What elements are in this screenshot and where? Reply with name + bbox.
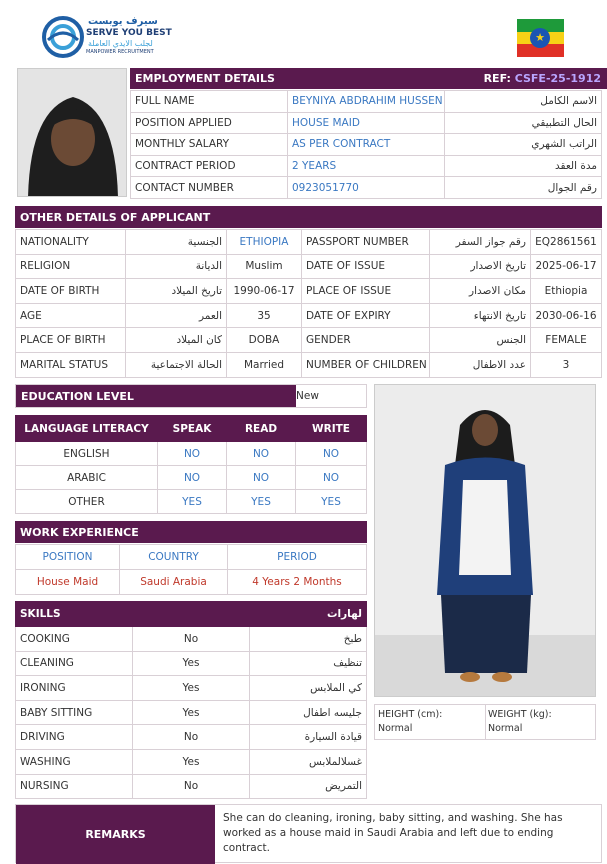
- work-header-position: POSITION: [16, 545, 120, 570]
- language-header-cell: SPEAK: [158, 416, 227, 442]
- skills-header-spacer: [133, 602, 250, 627]
- other-details-table: [15, 229, 602, 378]
- employment-arabic-label: الاسم الكامل: [445, 91, 602, 113]
- skills-header-row: [16, 602, 367, 627]
- employment-value: AS PER CONTRACT: [288, 134, 445, 156]
- detail-value: Muslim: [227, 254, 302, 279]
- detail-label: NATIONALITY: [16, 230, 126, 255]
- language-name: OTHER: [16, 490, 158, 514]
- detail-arabic-label: عدد الاطفال: [430, 352, 531, 377]
- skill-arabic-name: تنظيف: [250, 651, 367, 676]
- employment-row: [131, 177, 602, 199]
- employment-value: BEYNIYA ABDRAHIM HUSSEN: [288, 91, 445, 113]
- work-experience-title: WORK EXPERIENCE: [20, 525, 139, 539]
- applicant-headshot: [17, 68, 127, 197]
- language-speak-value: NO: [158, 442, 227, 466]
- language-row: [16, 466, 367, 490]
- language-read-value: NO: [227, 442, 296, 466]
- detail-label: PASSPORT NUMBER: [302, 230, 430, 255]
- skill-arabic-name: جليسه اطفال: [250, 700, 367, 725]
- language-name: ENGLISH: [16, 442, 158, 466]
- detail-arabic-label: رقم جواز السفر: [430, 230, 531, 255]
- employment-label: MONTHLY SALARY: [131, 134, 288, 156]
- language-header-cell: READ: [227, 416, 296, 442]
- language-speak-value: NO: [158, 466, 227, 490]
- ethiopia-flag-icon: ★: [517, 19, 564, 57]
- language-header-cell: LANGUAGE LITERACY: [16, 416, 158, 442]
- skill-name: WASHING: [16, 749, 133, 774]
- language-write-value: NO: [296, 442, 367, 466]
- language-name: ARABIC: [16, 466, 158, 490]
- skill-row: [16, 651, 367, 676]
- detail-value: Married: [227, 352, 302, 377]
- language-read-value: NO: [227, 466, 296, 490]
- detail-value: DOBA: [227, 328, 302, 353]
- skill-arabic-name: التمريض: [250, 774, 367, 799]
- skill-value: No: [133, 774, 250, 799]
- detail-value: 3: [531, 352, 602, 377]
- detail-label: AGE: [16, 303, 126, 328]
- skill-name: BABY SITTING: [16, 700, 133, 725]
- skill-value: No: [133, 725, 250, 750]
- company-logo: [42, 16, 172, 60]
- employment-row: [131, 112, 602, 134]
- skills-title: SKILLS: [16, 602, 133, 627]
- skill-value: Yes: [133, 651, 250, 676]
- skill-name: CLEANING: [16, 651, 133, 676]
- skill-row: [16, 774, 367, 799]
- detail-arabic-label: مكان الاصدار: [430, 279, 531, 304]
- skill-value: Yes: [133, 749, 250, 774]
- language-row: [16, 442, 367, 466]
- weight-value: Normal: [488, 723, 523, 734]
- detail-value: EQ2861561: [531, 230, 602, 255]
- detail-arabic-label: الجنس: [430, 328, 531, 353]
- language-write-value: YES: [296, 490, 367, 514]
- other-details-row: [16, 230, 602, 255]
- education-value: New: [296, 390, 319, 402]
- detail-arabic-label: كان الميلاد: [126, 328, 227, 353]
- skill-arabic-name: غسلالملابس: [250, 749, 367, 774]
- language-header-cell: WRITE: [296, 416, 367, 442]
- employment-title: EMPLOYMENT DETAILS: [135, 72, 275, 85]
- employment-label: FULL NAME: [131, 91, 288, 113]
- employment-header: [130, 68, 607, 89]
- logo-english: SERVE YOU BEST: [86, 28, 172, 38]
- detail-label: DATE OF BIRTH: [16, 279, 126, 304]
- detail-arabic-label: الحالة الاجتماعية: [126, 352, 227, 377]
- work-country: Saudi Arabia: [120, 570, 228, 595]
- other-details-row: [16, 352, 602, 377]
- detail-arabic-label: تاريخ الاصدار: [430, 254, 531, 279]
- skill-row: [16, 676, 367, 701]
- detail-label: NUMBER OF CHILDREN: [302, 352, 430, 377]
- detail-label: RELIGION: [16, 254, 126, 279]
- logo-sub: MANPOWER RECRUITMENT: [86, 49, 154, 55]
- detail-label: DATE OF ISSUE: [302, 254, 430, 279]
- measurements-box: [374, 704, 596, 740]
- language-write-value: NO: [296, 466, 367, 490]
- ref-label: REF:: [483, 72, 511, 85]
- other-details-title: OTHER DETAILS OF APPLICANT: [20, 210, 211, 224]
- work-position: House Maid: [16, 570, 120, 595]
- detail-arabic-label: الجنسية: [126, 230, 227, 255]
- height-value: Normal: [378, 723, 413, 734]
- employment-label: POSITION APPLIED: [131, 112, 288, 134]
- work-experience-header: [15, 521, 367, 543]
- skills-table: [15, 601, 367, 799]
- logo-globe-icon: [42, 16, 84, 58]
- detail-value: 35: [227, 303, 302, 328]
- remarks-section: [15, 804, 602, 863]
- detail-arabic-label: تاريخ الانتهاء: [430, 303, 531, 328]
- skills-arabic-title: لهارات: [250, 602, 367, 627]
- detail-value: 2025-06-17: [531, 254, 602, 279]
- employment-table: [130, 90, 602, 199]
- other-details-row: [16, 279, 602, 304]
- detail-arabic-label: تاريخ الميلاد: [126, 279, 227, 304]
- skill-arabic-name: قيادة السيارة: [250, 725, 367, 750]
- remarks-text: She can do cleaning, ironing, baby sitting, and washing. She has worked as a house maid in Saudi Arabia and left due to ending contract.: [223, 812, 563, 854]
- skill-value: Yes: [133, 676, 250, 701]
- detail-value: FEMALE: [531, 328, 602, 353]
- skill-name: IRONING: [16, 676, 133, 701]
- reference-number: [484, 72, 601, 85]
- work-header-country: COUNTRY: [120, 545, 228, 570]
- education-label: EDUCATION LEVEL: [16, 385, 296, 407]
- language-speak-value: YES: [158, 490, 227, 514]
- applicant-full-body-photo: [374, 384, 596, 697]
- ref-value: CSFE-25-1912: [514, 72, 601, 85]
- other-details-header: [15, 206, 602, 228]
- weight-label: WEIGHT (kg):: [488, 709, 552, 720]
- employment-row: [131, 134, 602, 156]
- skill-arabic-name: طبخ: [250, 627, 367, 652]
- skill-value: No: [133, 627, 250, 652]
- language-read-value: YES: [227, 490, 296, 514]
- employment-value: 2 YEARS: [288, 155, 445, 177]
- skill-row: [16, 627, 367, 652]
- skill-name: DRIVING: [16, 725, 133, 750]
- employment-row: [131, 155, 602, 177]
- logo-arabic-sub: لجلب الايدي العاملة: [88, 39, 153, 48]
- detail-arabic-label: العمر: [126, 303, 227, 328]
- education-row: [15, 384, 367, 408]
- employment-label: CONTRACT PERIOD: [131, 155, 288, 177]
- employment-value: HOUSE MAID: [288, 112, 445, 134]
- detail-label: PLACE OF ISSUE: [302, 279, 430, 304]
- detail-value: ETHIOPIA: [227, 230, 302, 255]
- skill-name: NURSING: [16, 774, 133, 799]
- employment-label: CONTACT NUMBER: [131, 177, 288, 199]
- employment-value: 0923051770: [288, 177, 445, 199]
- language-table: [15, 415, 367, 514]
- skill-name: COOKING: [16, 627, 133, 652]
- work-header-period: PERIOD: [228, 545, 367, 570]
- skill-arabic-name: كي الملابس: [250, 676, 367, 701]
- detail-value: Ethiopia: [531, 279, 602, 304]
- work-period: 4 Years 2 Months: [228, 570, 367, 595]
- skill-value: Yes: [133, 700, 250, 725]
- logo-arabic: سيرف يوبست: [88, 16, 158, 27]
- other-details-row: [16, 303, 602, 328]
- language-header-row: [16, 416, 367, 442]
- skill-row: [16, 749, 367, 774]
- skill-row: [16, 725, 367, 750]
- detail-label: DATE OF EXPIRY: [302, 303, 430, 328]
- work-experience-table: [15, 544, 367, 595]
- employment-arabic-label: الراتب الشهري: [445, 134, 602, 156]
- detail-value: 2030-06-16: [531, 303, 602, 328]
- other-details-row: [16, 254, 602, 279]
- employment-arabic-label: مدة العقد: [445, 155, 602, 177]
- employment-details: [130, 68, 602, 198]
- detail-arabic-label: الديانة: [126, 254, 227, 279]
- remarks-label: REMARKS: [16, 805, 215, 864]
- height-label: HEIGHT (cm):: [378, 709, 443, 720]
- employment-row: [131, 91, 602, 113]
- detail-label: GENDER: [302, 328, 430, 353]
- employment-arabic-label: رقم الجوال: [445, 177, 602, 199]
- detail-label: PLACE OF BIRTH: [16, 328, 126, 353]
- detail-label: MARITAL STATUS: [16, 352, 126, 377]
- skill-row: [16, 700, 367, 725]
- other-details-row: [16, 328, 602, 353]
- detail-value: 1990-06-17: [227, 279, 302, 304]
- employment-arabic-label: الحال التطبيقي: [445, 112, 602, 134]
- language-row: [16, 490, 367, 514]
